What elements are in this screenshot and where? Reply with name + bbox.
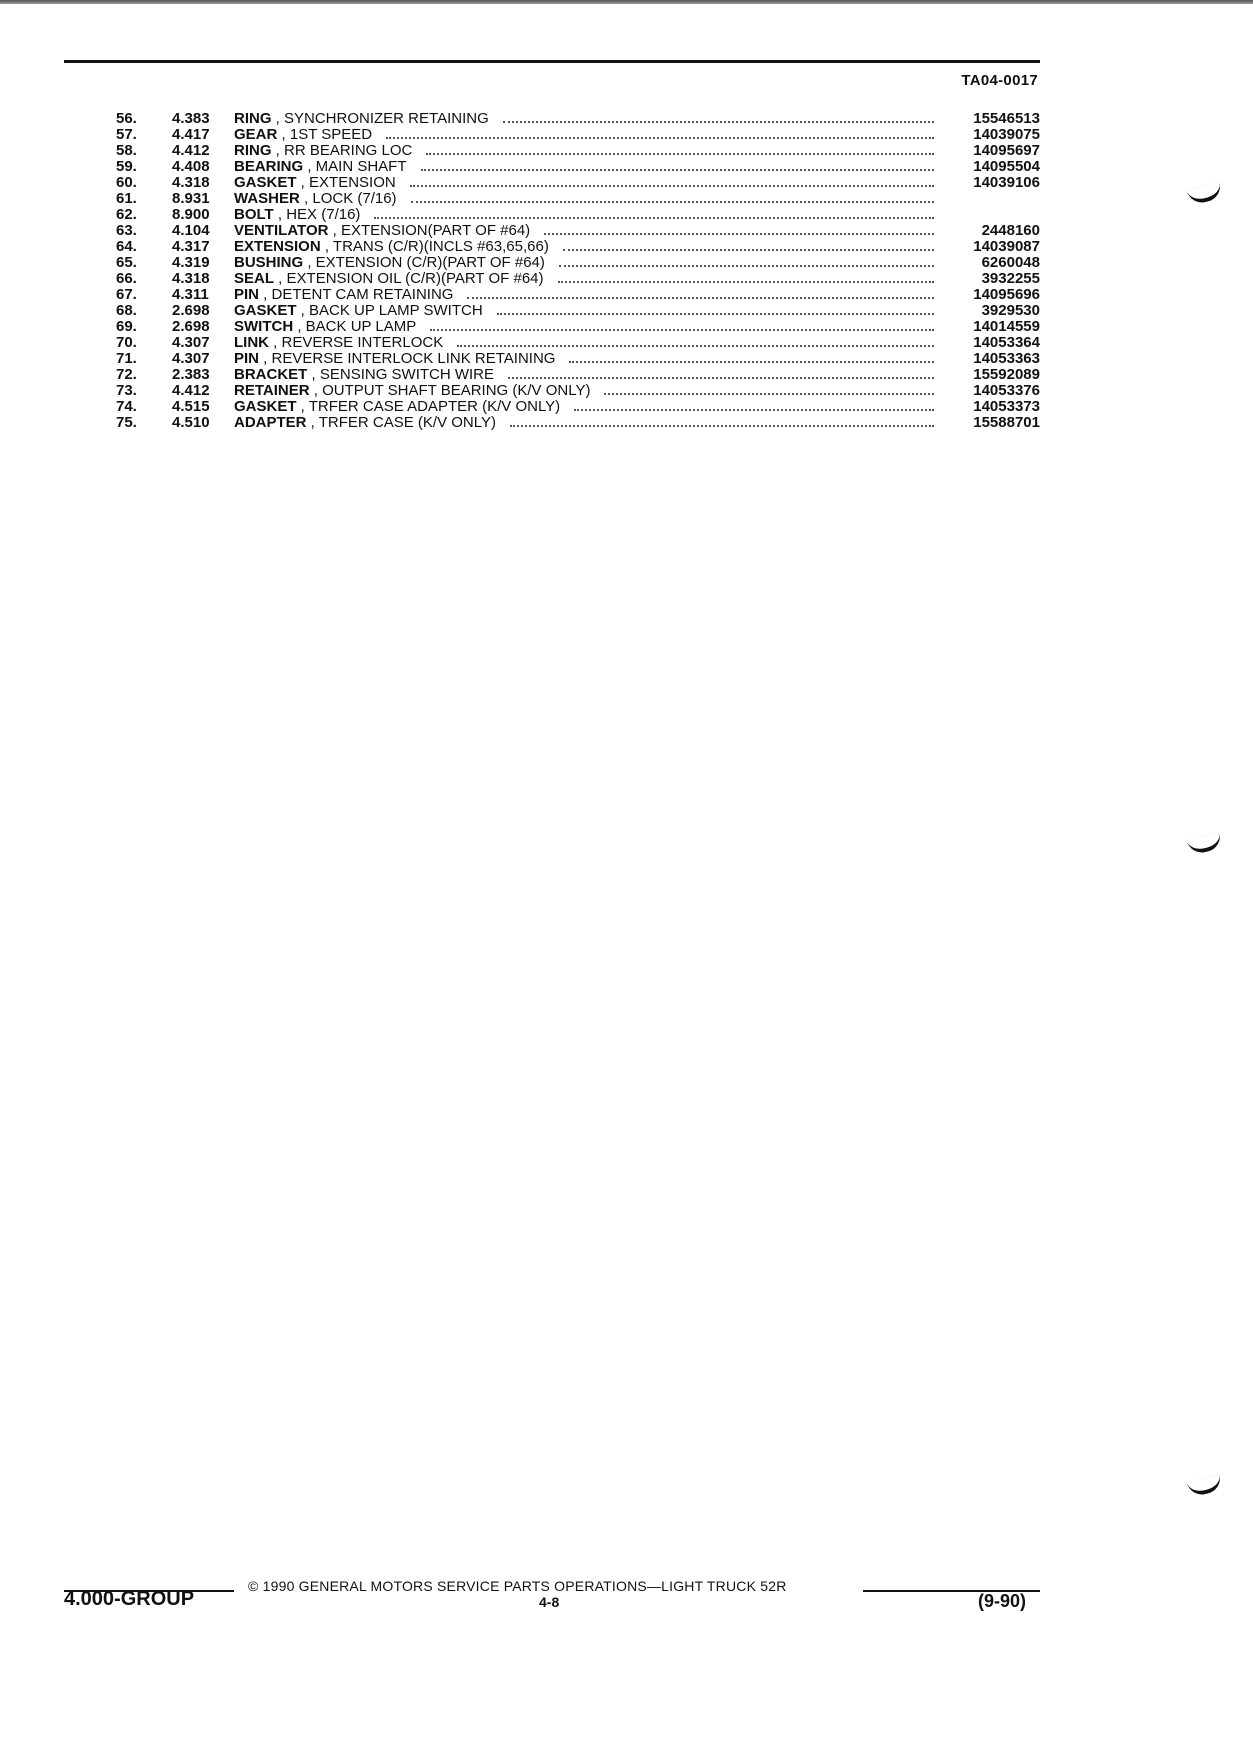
part-description	[234, 238, 942, 255]
part-name: EXTENSION	[234, 238, 321, 255]
part-name: BEARING	[234, 158, 304, 175]
part-number: 3929530	[981, 302, 1040, 319]
part-description	[234, 414, 942, 431]
part-detail: , HEX (7/16)	[273, 206, 361, 223]
part-number: 15546513	[973, 110, 1040, 127]
parts-row	[116, 350, 1040, 366]
binding-mark	[1187, 832, 1224, 856]
parts-row	[116, 142, 1040, 158]
item-number: 66.	[116, 270, 137, 287]
parts-row	[116, 318, 1040, 334]
item-number: 62.	[116, 206, 137, 223]
part-number: 14095696	[973, 286, 1040, 303]
item-number: 71.	[116, 350, 137, 367]
dot-leader	[411, 190, 934, 203]
copyright-line: © 1990 GENERAL MOTORS SERVICE PARTS OPERATIONS—LIGHT TRUCK 52R	[248, 1578, 787, 1594]
part-description	[234, 398, 942, 415]
group-number: 4.318	[172, 174, 210, 191]
dot-leader	[559, 254, 934, 267]
item-number: 60.	[116, 174, 137, 191]
group-number: 4.317	[172, 238, 210, 255]
parts-list	[116, 110, 1040, 430]
part-number: 14039106	[973, 174, 1040, 191]
item-number: 75.	[116, 414, 137, 431]
item-number: 63.	[116, 222, 137, 239]
part-description	[234, 254, 942, 271]
part-description	[234, 302, 942, 319]
parts-row	[116, 270, 1040, 286]
dot-leader	[497, 302, 934, 315]
part-name: PIN	[234, 350, 260, 367]
item-number: 64.	[116, 238, 137, 255]
part-number: 15588701	[973, 414, 1040, 431]
part-number: 14053363	[973, 350, 1040, 367]
part-number: 3932255	[981, 270, 1040, 287]
dot-leader	[386, 126, 934, 139]
item-number: 69.	[116, 318, 137, 335]
part-description	[234, 126, 942, 143]
part-detail: , SYNCHRONIZER RETAINING	[271, 110, 489, 127]
part-detail: , REVERSE INTERLOCK	[269, 334, 444, 351]
parts-row	[116, 222, 1040, 238]
page-number: 4-8	[539, 1594, 560, 1610]
part-description	[234, 174, 942, 191]
group-number: 4.318	[172, 270, 210, 287]
part-number: 14095504	[973, 158, 1040, 175]
part-number: 2448160	[981, 222, 1040, 239]
part-detail: , MAIN SHAFT	[303, 158, 407, 175]
dot-leader	[410, 174, 934, 187]
group-number: 2.383	[172, 366, 210, 383]
part-number: 14014559	[973, 318, 1040, 335]
part-detail: , TRANS (C/R)(INCLS #63,65,66)	[320, 238, 549, 255]
item-number: 73.	[116, 382, 137, 399]
group-number: 4.383	[172, 110, 210, 127]
reference-code: TA04-0017	[961, 72, 1038, 89]
group-number: 4.104	[172, 222, 210, 239]
part-detail: , RR BEARING LOC	[271, 142, 413, 159]
group-number: 4.510	[172, 414, 210, 431]
part-detail: , BACK UP LAMP	[293, 318, 417, 335]
dot-leader	[508, 366, 934, 379]
dot-leader	[558, 270, 934, 283]
parts-row	[116, 254, 1040, 270]
group-number: 4.412	[172, 382, 210, 399]
part-name: GEAR	[234, 126, 278, 143]
parts-row	[116, 238, 1040, 254]
part-name: SEAL	[234, 270, 275, 287]
part-name: BUSHING	[234, 254, 304, 271]
item-number: 61.	[116, 190, 137, 207]
group-number: 4.408	[172, 158, 210, 175]
part-detail: , REVERSE INTERLOCK LINK RETAINING	[259, 350, 556, 367]
parts-row	[116, 286, 1040, 302]
part-name: GASKET	[234, 174, 297, 191]
dot-leader	[574, 398, 934, 411]
dot-leader	[544, 222, 934, 235]
group-number: 2.698	[172, 318, 210, 335]
part-detail: , EXTENSION(PART OF #64)	[328, 222, 531, 239]
parts-row	[116, 302, 1040, 318]
part-number: 14053376	[973, 382, 1040, 399]
part-detail: , TRFER CASE (K/V ONLY)	[306, 414, 496, 431]
part-detail: , OUTPUT SHAFT BEARING (K/V ONLY)	[309, 382, 591, 399]
part-name: ADAPTER	[234, 414, 307, 431]
part-name: RETAINER	[234, 382, 310, 399]
parts-row	[116, 334, 1040, 350]
part-name: SWITCH	[234, 318, 294, 335]
dot-leader	[457, 334, 934, 347]
item-number: 68.	[116, 302, 137, 319]
part-description	[234, 142, 942, 159]
part-number: 14053364	[973, 334, 1040, 351]
part-detail: , EXTENSION (C/R)(PART OF #64)	[303, 254, 545, 271]
part-description	[234, 270, 942, 287]
part-description	[234, 318, 942, 335]
part-detail: , DETENT CAM RETAINING	[259, 286, 454, 303]
group-number: 4.515	[172, 398, 210, 415]
item-number: 56.	[116, 110, 137, 127]
part-detail: , 1ST SPEED	[277, 126, 373, 143]
header-rule	[64, 60, 1040, 63]
group-number: 4.307	[172, 350, 210, 367]
part-number: 14039087	[973, 238, 1040, 255]
part-description	[234, 382, 942, 399]
parts-row	[116, 366, 1040, 382]
part-description	[234, 110, 942, 127]
part-name: GASKET	[234, 302, 297, 319]
part-description	[234, 350, 942, 367]
part-description	[234, 286, 942, 303]
item-number: 58.	[116, 142, 137, 159]
group-number: 8.900	[172, 206, 210, 223]
parts-row	[116, 110, 1040, 126]
part-detail: , EXTENSION OIL (C/R)(PART OF #64)	[274, 270, 544, 287]
group-number: 4.417	[172, 126, 210, 143]
parts-row	[116, 414, 1040, 430]
dot-leader	[604, 382, 934, 395]
part-name: BOLT	[234, 206, 274, 223]
dot-leader	[503, 110, 934, 123]
part-detail: , TRFER CASE ADAPTER (K/V ONLY)	[296, 398, 561, 415]
binding-mark	[1187, 182, 1224, 206]
part-name: LINK	[234, 334, 269, 351]
group-number: 4.307	[172, 334, 210, 351]
part-description	[234, 366, 942, 383]
dot-leader	[374, 206, 934, 219]
group-number: 4.319	[172, 254, 210, 271]
dot-leader	[510, 414, 934, 427]
parts-row	[116, 398, 1040, 414]
part-name: RING	[234, 142, 272, 159]
dot-leader	[426, 142, 934, 155]
item-number: 59.	[116, 158, 137, 175]
item-number: 70.	[116, 334, 137, 351]
dot-leader	[569, 350, 934, 363]
part-name: VENTILATOR	[234, 222, 329, 239]
binding-mark	[1187, 1474, 1224, 1498]
part-name: GASKET	[234, 398, 297, 415]
parts-row	[116, 174, 1040, 190]
parts-row	[116, 206, 1040, 222]
item-number: 57.	[116, 126, 137, 143]
part-number: 15592089	[973, 366, 1040, 383]
dot-leader	[467, 286, 934, 299]
part-detail: , SENSING SWITCH WIRE	[307, 366, 495, 383]
part-description	[234, 206, 942, 223]
part-name: PIN	[234, 286, 260, 303]
part-number: 14039075	[973, 126, 1040, 143]
item-number: 67.	[116, 286, 137, 303]
parts-row	[116, 126, 1040, 142]
parts-row	[116, 382, 1040, 398]
item-number: 72.	[116, 366, 137, 383]
dot-leader	[563, 238, 934, 251]
part-number: 6260048	[981, 254, 1040, 271]
revision-date: (9-90)	[978, 1591, 1027, 1611]
part-number: 14095697	[973, 142, 1040, 159]
scan-top-edge	[0, 0, 1253, 4]
group-number: 4.311	[172, 286, 209, 303]
group-number: 2.698	[172, 302, 210, 319]
item-number: 65.	[116, 254, 137, 271]
group-number: 8.931	[172, 190, 210, 207]
part-number: 14053373	[973, 398, 1040, 415]
parts-row	[116, 158, 1040, 174]
part-name: WASHER	[234, 190, 300, 207]
part-detail: , EXTENSION	[296, 174, 396, 191]
dot-leader	[430, 318, 934, 331]
dot-leader	[421, 158, 934, 171]
group-label: 4.000-GROUP	[64, 1588, 195, 1610]
part-detail: , LOCK (7/16)	[299, 190, 397, 207]
part-name: BRACKET	[234, 366, 308, 383]
group-number: 4.412	[172, 142, 210, 159]
part-name: RING	[234, 110, 272, 127]
item-number: 74.	[116, 398, 137, 415]
part-detail: , BACK UP LAMP SWITCH	[296, 302, 483, 319]
part-description	[234, 222, 942, 239]
part-description	[234, 190, 942, 207]
part-description	[234, 334, 942, 351]
part-description	[234, 158, 942, 175]
parts-row	[116, 190, 1040, 206]
